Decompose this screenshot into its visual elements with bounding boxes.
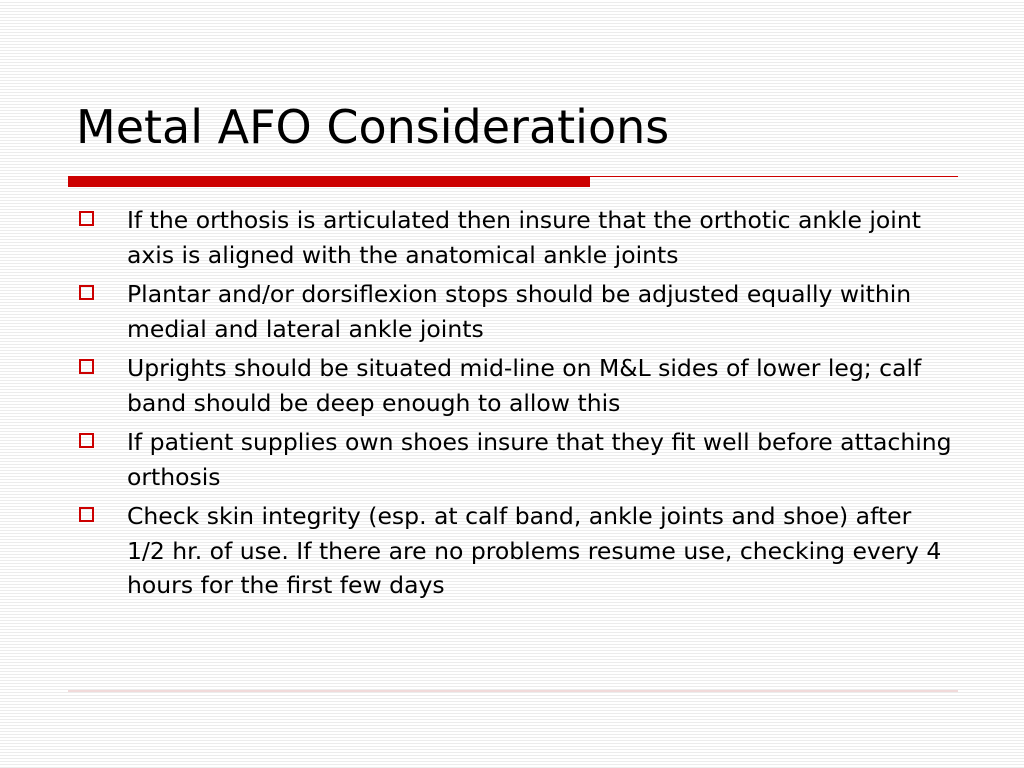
footer-divider: [68, 690, 958, 692]
hollow-square-icon: [79, 285, 94, 300]
bullet-item: [76, 277, 956, 346]
slide-title: Metal AFO Considerations: [76, 100, 670, 154]
title-underline-thick: [68, 176, 590, 187]
bullet-item: [76, 351, 956, 420]
bullet-item: [76, 499, 956, 603]
hollow-square-icon: [79, 359, 94, 374]
bullet-text: Plantar and/or dorsiflexion stops should be adjusted equally within medial and lateral ankle joints: [127, 280, 912, 343]
bullet-item: [76, 425, 956, 494]
title-underline-thin: [590, 176, 958, 177]
bullet-text: If patient supplies own shoes insure that they fit well before attaching orthosis: [127, 428, 952, 491]
bullet-text: Uprights should be situated mid-line on M&L sides of lower leg; calf band should be deep enough to allow this: [127, 354, 922, 417]
bullet-text: If the orthosis is articulated then insure that the orthotic ankle joint axis is aligned with the anatomical ankle joints: [127, 206, 921, 269]
hollow-square-icon: [79, 433, 94, 448]
bullet-item: [76, 203, 956, 272]
hollow-square-icon: [79, 507, 94, 522]
bullet-list: [76, 203, 956, 608]
bullet-text: Check skin integrity (esp. at calf band, ankle joints and shoe) after 1/2 hr. of use. If there are no problems resume use, checking every 4 hours for the first few days: [127, 502, 942, 599]
hollow-square-icon: [79, 211, 94, 226]
